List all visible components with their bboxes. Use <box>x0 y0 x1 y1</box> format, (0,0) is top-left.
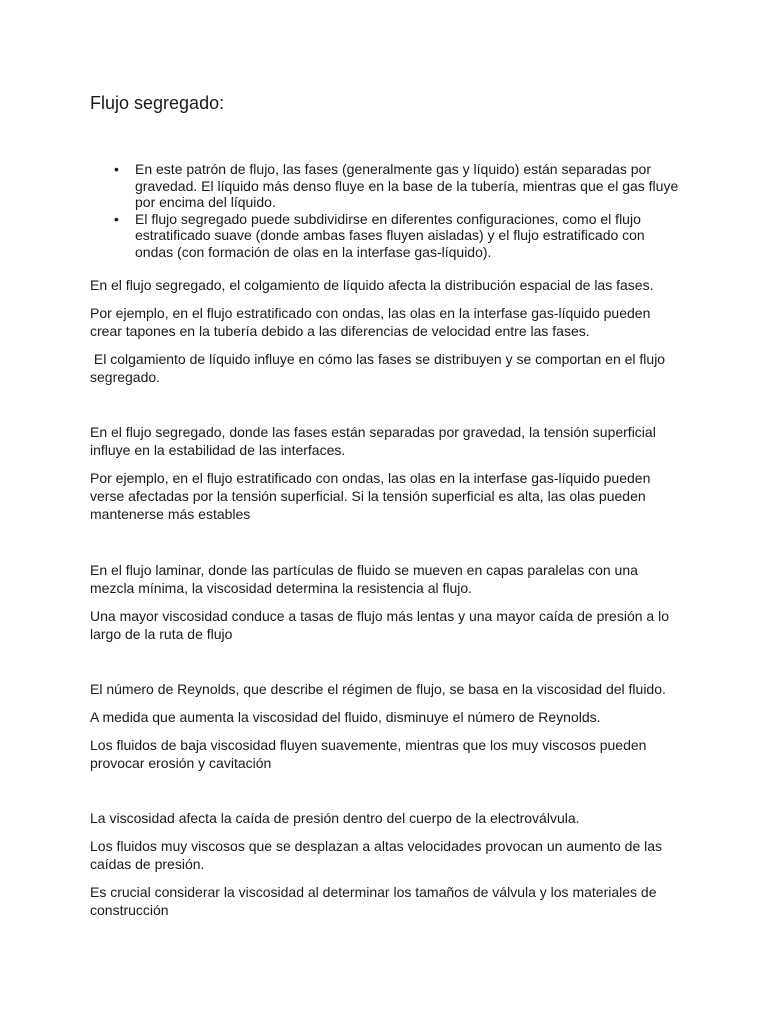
paragraph: Una mayor viscosidad conduce a tasas de flujo más lentas y una mayor caída de presión a lo largo de la ruta de flujo <box>90 608 669 642</box>
list-item-text: El flujo segregado puede subdividirse en diferentes configuraciones, como el flujo estratificado suave (donde ambas fases fluyen aisladas) y el flujo estratificado con ondas (con formación de olas en la interfase gas-líquido). <box>135 210 645 260</box>
paragraph: El colgamiento de líquido influye en cómo las fases se distribuyen y se comportan en el flujo segregado. <box>90 351 669 385</box>
list-item <box>90 161 680 211</box>
paragraph: La viscosidad afecta la caída de presión dentro del cuerpo de la electroválvula. <box>90 810 580 826</box>
page-title: Flujo segregado: <box>90 93 225 113</box>
paragraph: Los fluidos de baja viscosidad fluyen suavemente, mientras que los muy viscosos pueden provocar erosión y cavitación <box>90 737 647 771</box>
paragraph: En el flujo segregado, donde las fases están separadas por gravedad, la tensión superficial influye en la estabilidad de las interfaces. <box>90 424 656 458</box>
paragraph: A medida que aumenta la viscosidad del fluido, disminuye el número de Reynolds. <box>90 709 601 725</box>
bullet-marker: • <box>114 210 119 227</box>
list-item <box>90 211 680 261</box>
bullet-marker: • <box>114 161 119 177</box>
bullet-list <box>90 161 680 260</box>
paragraph: En el flujo laminar, donde las partículas de fluido se mueven en capas paralelas con una mezcla mínima, la viscosidad determina la resistencia al flujo. <box>90 562 638 596</box>
paragraph: En el flujo segregado, el colgamiento de líquido afecta la distribución espacial de las fases. <box>90 277 654 293</box>
paragraph: El número de Reynolds, que describe el régimen de flujo, se basa en la viscosidad del fluido. <box>90 681 666 697</box>
paragraph: Es crucial considerar la viscosidad al determinar los tamaños de válvula y los materiales de construcción <box>90 884 657 918</box>
paragraph: Por ejemplo, en el flujo estratificado con ondas, las olas en la interfase gas-líquido pueden verse afectadas por la tensión superficial. Si la tensión superficial es alta, las olas pueden mantenerse más estables <box>90 470 651 522</box>
paragraph: Los fluidos muy viscosos que se desplazan a altas velocidades provocan un aumento de las caídas de presión. <box>90 838 663 872</box>
list-item-text: En este patrón de flujo, las fases (generalmente gas y líquido) están separadas por gravedad. El líquido más denso fluye en la base de la tubería, mientras que el gas fluye por encima del líquido. <box>135 161 679 210</box>
paragraph: Por ejemplo, en el flujo estratificado con ondas, las olas en la interfase gas-líquido pueden crear tapones en la tubería debido a las diferencias de velocidad entre las fases. <box>90 305 651 339</box>
